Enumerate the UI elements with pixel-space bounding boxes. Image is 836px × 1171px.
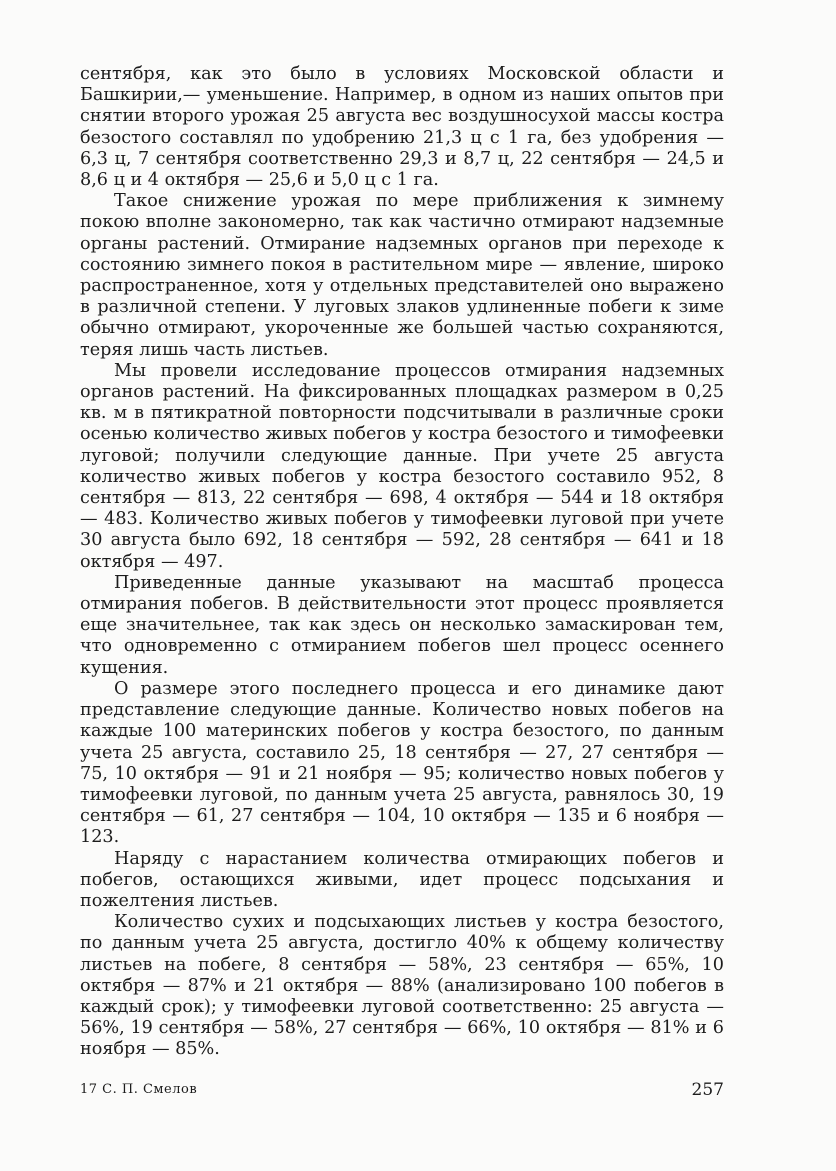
printer-signature: 17 С. П. Смелов: [80, 1082, 198, 1097]
paragraph: Мы провели исследование процессов отмирания надземных органов растений. На фиксированных площадках размером в 0,25 кв. м в пятикратной повторности подсчитывали в различные сроки осенью количество живых побегов у костра безостого и тимофеевки луговой; получили следующие данные. При учете 25 августа количество живых побегов у костра безостого составило 952, 8 сентября — 813, 22 сентября — 698, 4 октября — 544 и 18 октября — 483. Количество живых побегов у тимофеевки луговой при учете 30 августа было 692, 18 сентября — 592, 28 сентября — 641 и 18 октября — 497.: [80, 360, 724, 572]
page-footer: [80, 1080, 728, 1104]
paragraph: сентября, как это было в условиях Московской области и Башкирии,— уменьшение. Например, в одном из наших опытов при снятии второго урожая 25 августа вес воздушносухой массы костра безостого составлял по удобрению 21,3 ц с 1 га, без удобрения — 6,3 ц, 7 сентября соответственно 29,3 и 8,7 ц, 22 сентября — 24,5 и 8,6 ц и 4 октября — 25,6 и 5,0 ц с 1 га.: [80, 64, 724, 191]
paragraph: Такое снижение урожая по мере приближения к зимнему покою вполне закономерно, так как частично отмирают надземные органы растений. Отмирание надземных органов при переходе к состоянию зимнего покоя в растительном мире — явление, широко распространенное, хотя у отдельных представителей оно выражено в различной степени. У луговых злаков удлиненные побеги к зиме обычно отмирают, укороченные же большей частью сохраняются, теряя лишь часть листьев.: [80, 191, 724, 360]
paragraph: Приведенные данные указывают на масштаб процесса отмирания побегов. В действительности этот процесс проявляется еще значительнее, так как здесь он несколько замаскирован тем, что одновременно с отмиранием побегов шел процесс осеннего кущения.: [80, 572, 724, 678]
body-text: [80, 64, 724, 1061]
paragraph: Наряду с нарастанием количества отмирающих побегов и побегов, остающихся живыми, идет процесс подсыхания и пожелтения листьев.: [80, 848, 724, 911]
paragraph: О размере этого последнего процесса и его динамике дают представление следующие данные. Количество новых побегов на каждые 100 материнских побегов у костра безостого, по данным учета 25 августа, составило 25, 18 сентября — 27, 27 сентября — 75, 10 октября — 91 и 21 ноября — 95; количество новых побегов у тимофеевки луговой, по данным учета 25 августа, равнялось 30, 19 сентября — 61, 27 сентября — 104, 10 октября — 135 и 6 ноября — 123.: [80, 678, 724, 848]
page-number: 257: [691, 1080, 724, 1100]
paragraph: Количество сухих и подсыхающих листьев у костра безостого, по данным учета 25 августа, достигло 40% к общему количеству листьев на побеге, 8 сентября — 58%, 23 сентября — 65%, 10 октября — 87% и 21 октября — 88% (анализировано 100 побегов в каждый срок); у тимофеевки луговой соответственно: 25 августа — 56%, 19 сентября — 58%, 27 сентября — 66%, 10 октября — 81% и 6 ноября — 85%.: [80, 912, 724, 1060]
